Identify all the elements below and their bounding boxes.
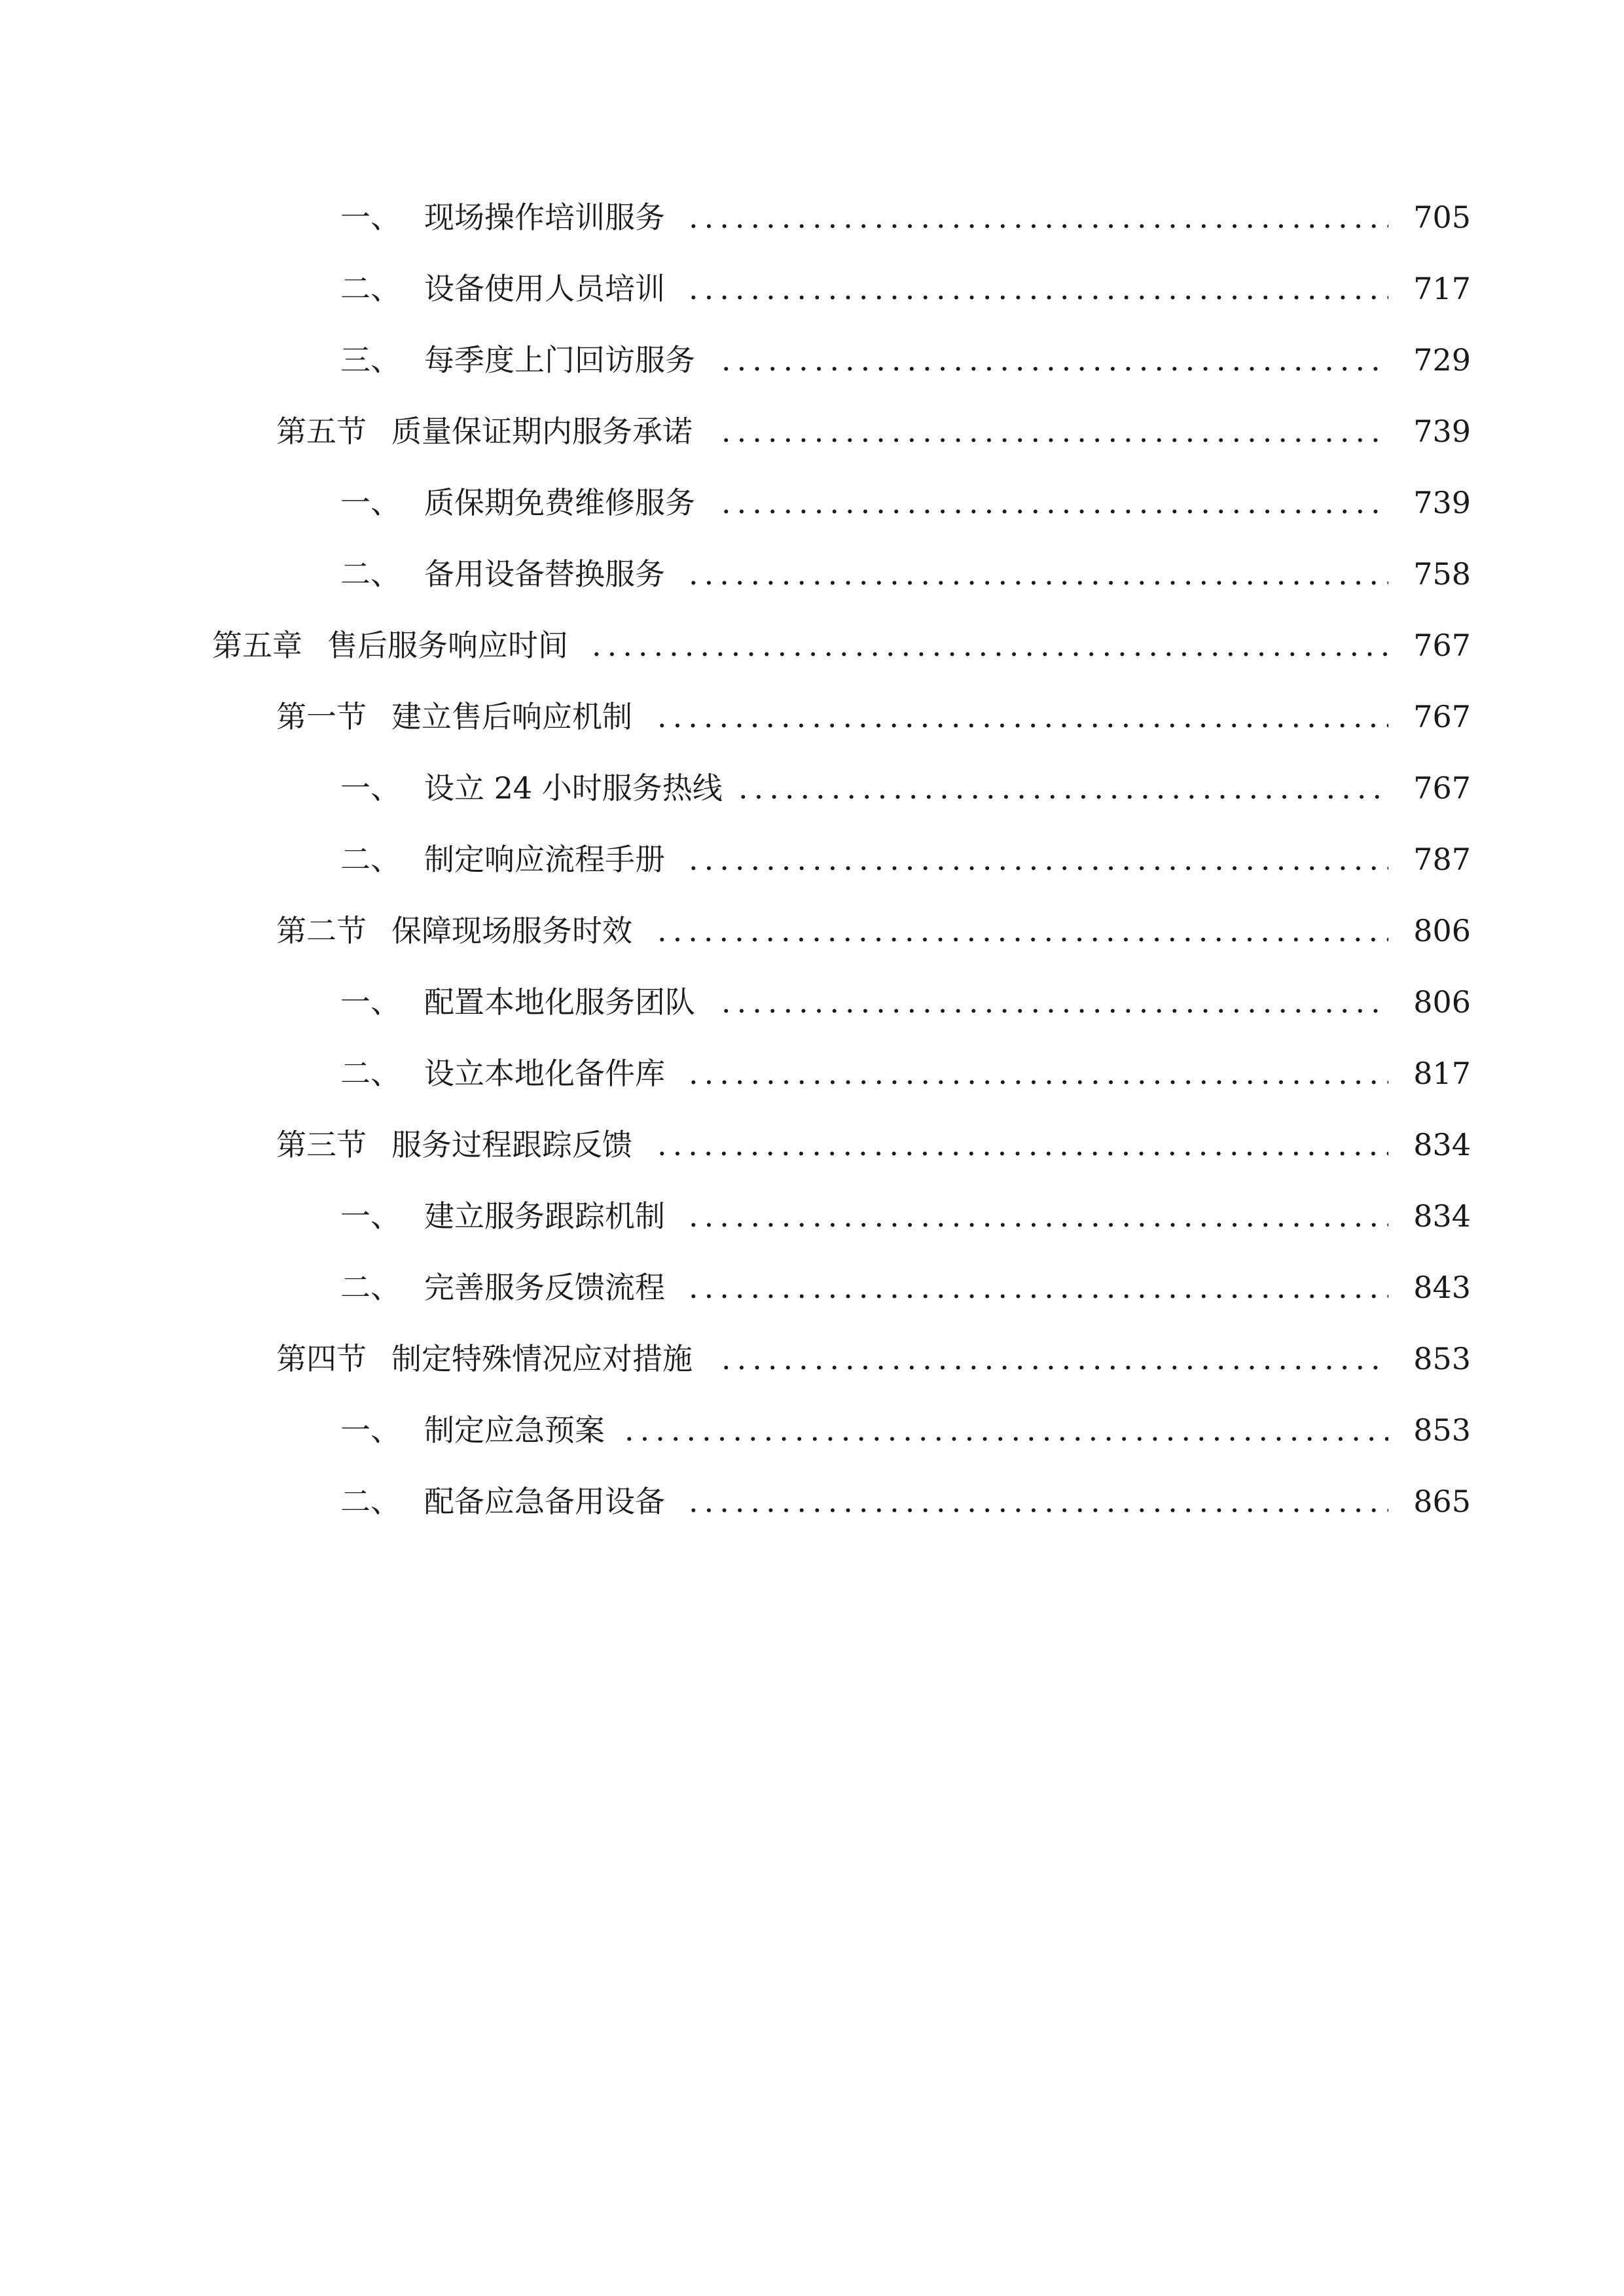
toc-entry-leader [721, 334, 1388, 386]
toc-entry-prefix: 第五章 [212, 628, 302, 663]
toc-entry[interactable] [0, 1404, 1624, 1456]
toc-entry-leader [689, 262, 1388, 315]
toc-entry[interactable] [0, 905, 1624, 957]
toc-entry-title: 完善服务反馈流程 [424, 1270, 665, 1305]
toc-entry[interactable] [0, 334, 1624, 386]
toc-entry-leader [592, 619, 1388, 672]
toc-entry-page: 806 [1413, 913, 1471, 948]
toc-entry[interactable] [0, 262, 1624, 315]
toc-entry[interactable] [0, 691, 1624, 743]
toc-entry-page: 787 [1413, 842, 1471, 877]
toc-entry-title: 保障现场服务时效 [391, 913, 632, 948]
toc-entry-leader [689, 1261, 1388, 1314]
toc-entry[interactable] [0, 1190, 1624, 1242]
toc-entry-page: 729 [1413, 342, 1471, 378]
toc-entry-page: 843 [1413, 1270, 1471, 1305]
toc-entry-leader [738, 762, 1388, 814]
toc-entry-page: 739 [1413, 414, 1471, 449]
toc-entry[interactable] [0, 976, 1624, 1028]
toc-entry-prefix: 一、 [340, 485, 401, 520]
toc-entry[interactable] [0, 1119, 1624, 1171]
toc-entry-leader [657, 905, 1388, 957]
toc-entry-prefix: 二、 [340, 842, 401, 877]
toc-entry-page: 865 [1413, 1484, 1471, 1519]
toc-entry-page: 767 [1413, 770, 1471, 806]
toc-entry-leader [721, 1333, 1388, 1385]
toc-entry-leader [657, 691, 1388, 743]
toc-entry-title: 备用设备替换服务 [424, 556, 665, 592]
toc-entry-prefix: 一、 [340, 1198, 401, 1234]
toc-entry-title: 每季度上门回访服务 [424, 342, 695, 378]
toc-entry-leader [689, 191, 1388, 243]
toc-entry[interactable] [0, 619, 1624, 672]
toc-entry-prefix: 三、 [340, 342, 401, 378]
toc-entry-title: 配备应急备用设备 [424, 1484, 665, 1519]
toc-entry-title: 设备使用人员培训 [424, 271, 665, 306]
toc-entry-prefix: 第二节 [276, 913, 367, 948]
toc-entry[interactable] [0, 191, 1624, 243]
toc-entry-page: 817 [1413, 1056, 1471, 1091]
toc-entry-title: 制定应急预案 [424, 1412, 605, 1448]
toc-entry-page: 739 [1413, 485, 1471, 520]
toc-entry-title: 质量保证期内服务承诺 [391, 414, 693, 449]
toc-entry-leader [689, 1190, 1388, 1242]
toc-entry[interactable] [0, 548, 1624, 600]
toc-entry-title: 服务过程跟踪反馈 [391, 1127, 632, 1162]
toc-entry-page: 758 [1413, 556, 1471, 592]
toc-entry-leader [689, 1047, 1388, 1100]
toc-entry-leader [721, 476, 1388, 529]
toc-entry-leader [657, 1119, 1388, 1171]
toc-entry-prefix: 二、 [340, 556, 401, 592]
toc-entry-prefix: 一、 [340, 770, 401, 806]
toc-entry-title: 质保期免费维修服务 [424, 485, 695, 520]
toc-entry-title: 现场操作培训服务 [424, 200, 665, 235]
toc-entry-title: 建立服务跟踪机制 [424, 1198, 665, 1234]
toc-entry-title: 制定响应流程手册 [424, 842, 665, 877]
toc-entry-prefix: 一、 [340, 200, 401, 235]
toc-entry-title: 设立本地化备件库 [424, 1056, 665, 1091]
toc-entry-prefix: 一、 [340, 984, 401, 1020]
toc-entry-leader [721, 405, 1388, 457]
toc-entry-title: 设立 24 小时服务热线 [424, 770, 723, 806]
toc-entry-page: 705 [1413, 200, 1471, 235]
toc-entry-prefix: 二、 [340, 1270, 401, 1305]
toc-entry-prefix: 第三节 [276, 1127, 367, 1162]
toc-entry-title: 售后服务响应时间 [327, 628, 568, 663]
toc-entry[interactable] [0, 762, 1624, 814]
toc-entry-leader [721, 976, 1388, 1028]
toc-entry-prefix: 第五节 [276, 414, 367, 449]
toc-entry-page: 834 [1413, 1198, 1471, 1234]
toc-entry[interactable] [0, 1475, 1624, 1528]
toc-entry-prefix: 一、 [340, 1412, 401, 1448]
toc-entry-page: 853 [1413, 1341, 1471, 1376]
toc-entry-page: 806 [1413, 984, 1471, 1020]
toc-entry-page: 717 [1413, 271, 1471, 306]
toc-entry-title: 制定特殊情况应对措施 [391, 1341, 693, 1376]
toc-entry-prefix: 二、 [340, 1484, 401, 1519]
toc-entry[interactable] [0, 1333, 1624, 1385]
toc-entry-leader [689, 833, 1388, 886]
toc-entry[interactable] [0, 833, 1624, 886]
toc-entry[interactable] [0, 405, 1624, 457]
toc-entry-leader [624, 1404, 1388, 1456]
toc-entry-prefix: 第一节 [276, 699, 367, 734]
toc-entry[interactable] [0, 1261, 1624, 1314]
toc-entry-title: 建立售后响应机制 [391, 699, 632, 734]
toc-entry-page: 834 [1413, 1127, 1471, 1162]
toc-entry-title: 配置本地化服务团队 [424, 984, 695, 1020]
toc-entry-prefix: 二、 [340, 1056, 401, 1091]
toc-entry[interactable] [0, 1047, 1624, 1100]
toc-entry[interactable] [0, 476, 1624, 529]
toc-entry-prefix: 第四节 [276, 1341, 367, 1376]
toc-entry-page: 853 [1413, 1412, 1471, 1448]
toc-entry-leader [689, 1475, 1388, 1528]
toc-entry-page: 767 [1413, 699, 1471, 734]
toc-entry-page: 767 [1413, 628, 1471, 663]
toc-entry-leader [689, 548, 1388, 600]
toc-entry-prefix: 二、 [340, 271, 401, 306]
